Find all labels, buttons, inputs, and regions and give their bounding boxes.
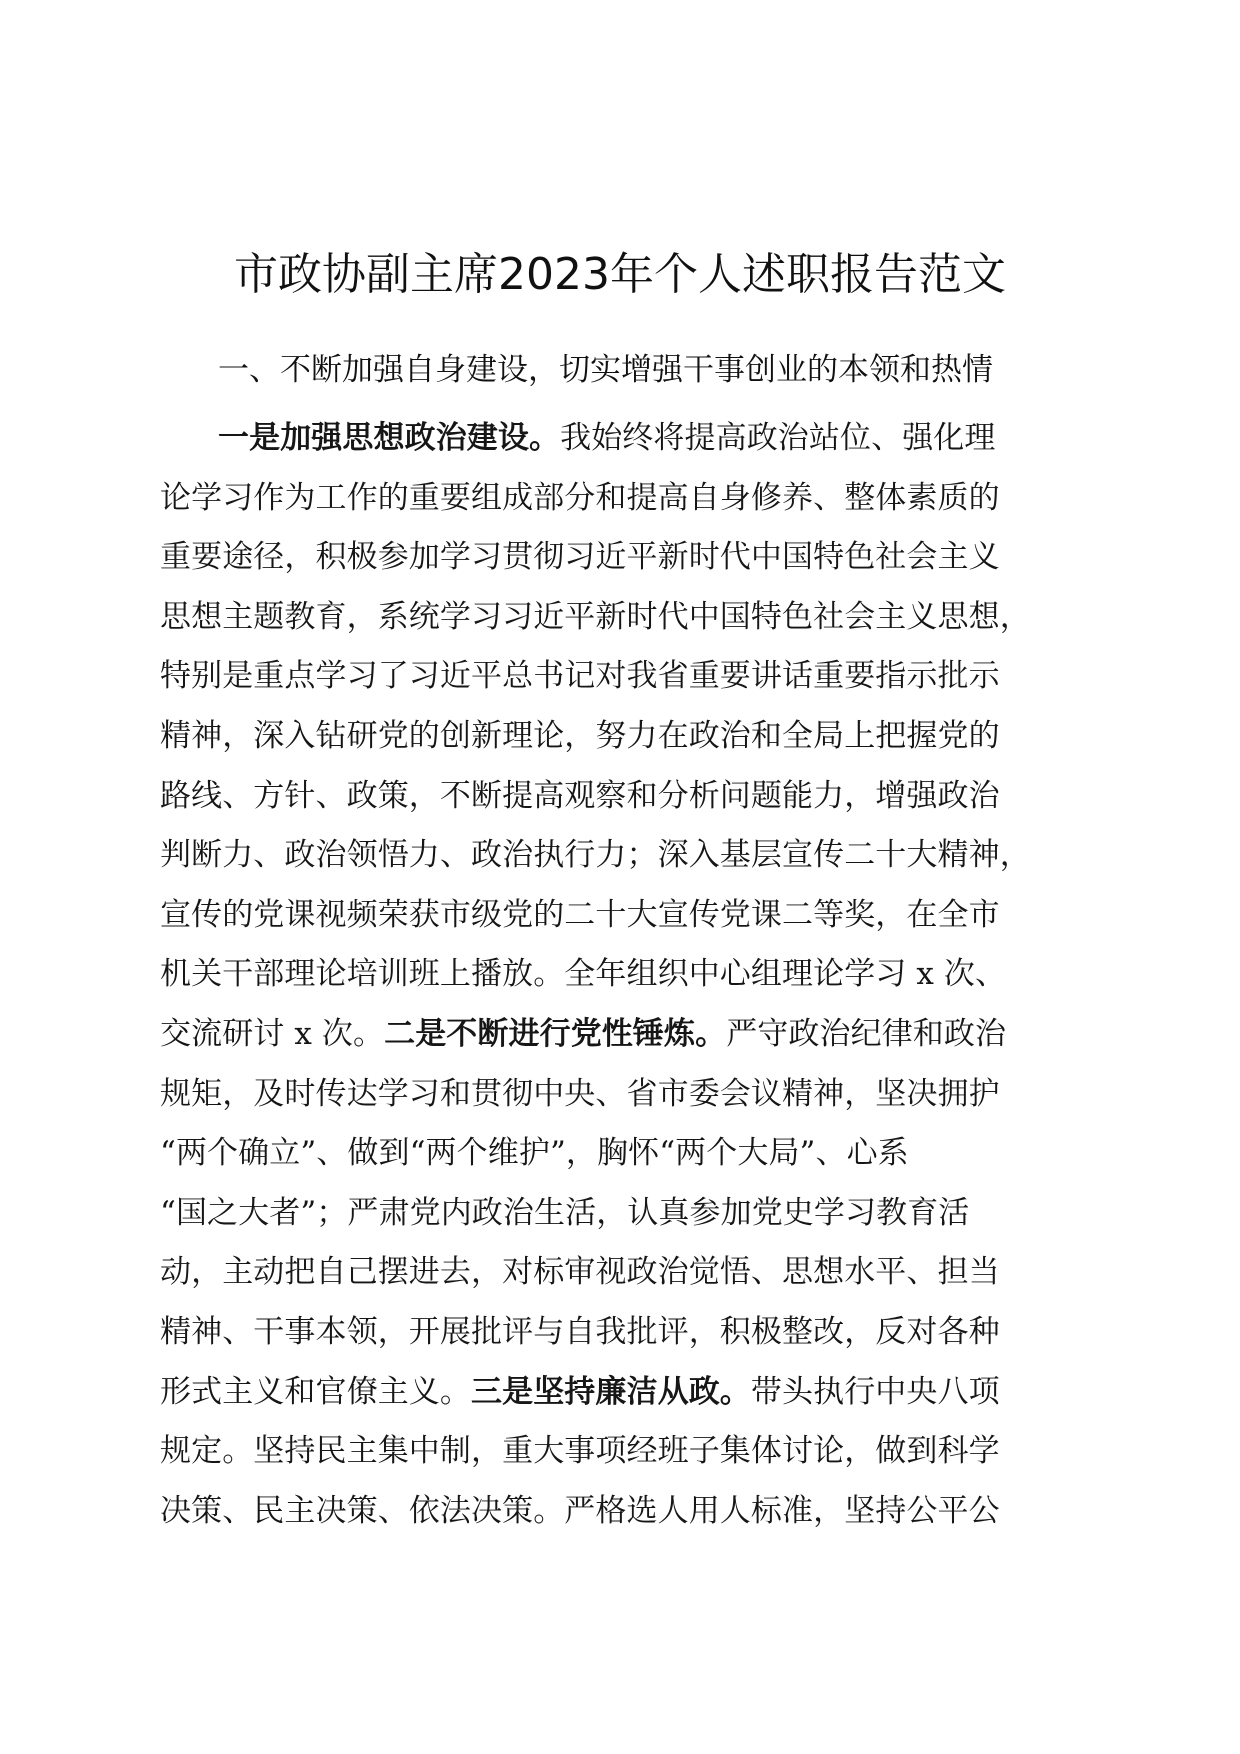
text-line: 判断力、政治领悟力、政治执行力；深入基层宣传二十大精神， bbox=[160, 837, 1031, 874]
bold-lead-phrase: 一是加强思想政治建设。 bbox=[218, 420, 561, 456]
text-line: 精神、干事本领，开展批评与自我批评，积极整改，反对各种 bbox=[160, 1313, 1000, 1350]
text-line: 形式主义和官僚主义。三是坚持廉洁从政。带头执行中央八项 bbox=[160, 1373, 1000, 1410]
text-line: “国之大者”；严肃党内政治生活，认真参加党史学习教育活 bbox=[160, 1194, 970, 1231]
bold-lead-phrase: 二是不断进行党性锤炼。 bbox=[384, 1015, 727, 1052]
text-line: 思想主题教育，系统学习习近平新时代中国特色社会主义思想， bbox=[160, 598, 1031, 635]
text-line: 宣传的党课视频荣获市级党的二十大宣传党课二等奖，在全市 bbox=[160, 896, 1000, 933]
text-line: 精神，深入钻研党的创新理论，努力在政治和全局上把握党的 bbox=[160, 717, 1000, 754]
text-line: 论学习作为工作的重要组成部分和提高自身修养、整体素质的 bbox=[160, 479, 1000, 516]
text-line: 交流研讨 x 次。二是不断进行党性锤炼。严守政治纪律和政治 bbox=[160, 1015, 1007, 1052]
text-line: “两个确立”、做到“两个维护”，胸怀“两个大局”、心系 bbox=[160, 1135, 909, 1172]
body-text bbox=[160, 409, 1060, 1541]
text-line: 规矩，及时传达学习和贯彻中央、省市委会议精神，坚决拥护 bbox=[160, 1075, 1000, 1112]
text-line: 特别是重点学习了习近平总书记对我省重要讲话重要指示批示 bbox=[160, 658, 1000, 695]
text-line: 路线、方针、政策，不断提高观察和分析问题能力，增强政治 bbox=[160, 777, 1000, 814]
bold-lead-phrase: 三是坚持廉洁从政。 bbox=[471, 1373, 751, 1410]
text-line: 动，主动把自己摆进去，对标审视政治觉悟、思想水平、担当 bbox=[160, 1254, 1000, 1291]
text-line: 重要途径，积极参加学习贯彻习近平新时代中国特色社会主义 bbox=[160, 539, 1000, 576]
text-line: 一是加强思想政治建设。我始终将提高政治站位、强化理 bbox=[218, 420, 996, 456]
section-heading: 一、不断加强自身建设，切实增强干事创业的本领和热情 bbox=[218, 352, 993, 388]
text-line: 决策、民主决策、依法决策。严格选人用人标准，坚持公平公 bbox=[160, 1492, 1000, 1529]
text-line: 规定。坚持民主集中制，重大事项经班子集体讨论，做到科学 bbox=[160, 1433, 1000, 1470]
document-title: 市政协副主席2023年个人述职报告范文 bbox=[234, 249, 1006, 300]
text-line: 机关干部理论培训班上播放。全年组织中心组理论学习 x 次、 bbox=[160, 956, 1007, 993]
